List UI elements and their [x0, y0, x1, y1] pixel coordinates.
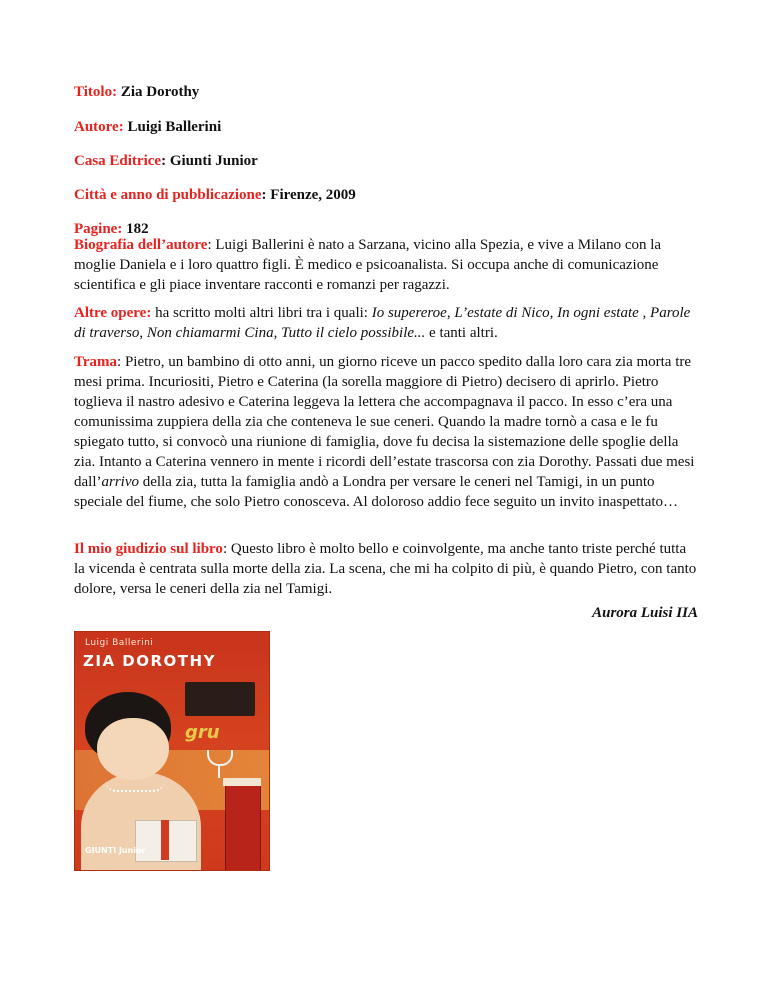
city-year-field [74, 185, 698, 205]
plot-label: Trama [74, 354, 118, 370]
separator: , [446, 305, 455, 321]
opinion-text: : Questo libro è molto bello e coinvolgente, ma anche tanto triste perché tutta la vicenda è centrata sulla morte della zia. La scena, che mi ha colpito di più, è quando Pietro, con tanto dolore, versa le ceneri della zia nel Tamigi. [74, 541, 697, 597]
author-field [74, 117, 698, 137]
city-year-label: Città e anno di pubblicazione [74, 187, 262, 203]
plot-text-2: della zia, tutta la famiglia andò a Londra per versare le ceneri nel Tamigi, in un punto speciale del fiume, che solo Pietro conosceva. Al doloroso addio fece seguito un invito inaspettato… [74, 474, 679, 510]
cover-phone-sign [223, 778, 261, 786]
plot-paragraph [74, 352, 698, 512]
separator: , [549, 305, 558, 321]
opinion-label: Il mio giudizio sul libro [74, 541, 223, 557]
pages-label: Pagine: [74, 221, 123, 237]
work-title: Io supereroe [371, 305, 447, 321]
city-year-value: : Firenze, 2009 [261, 187, 356, 203]
work-title: Non chiamarmi Cina [146, 325, 274, 341]
author-value: Luigi Ballerini [127, 119, 222, 135]
separator: , [139, 325, 147, 341]
work-title: In ogni estate [557, 305, 639, 321]
work-title: Parole di traverso [74, 305, 691, 341]
cover-necklace [105, 780, 165, 792]
other-works-intro: ha scritto molti altri libri tra i quali: [155, 305, 372, 321]
title-value: Zia Dorothy [120, 84, 200, 100]
publisher-field [74, 151, 698, 171]
other-works-label: Altre opere: [74, 305, 152, 321]
cover-phone-booth [225, 782, 261, 871]
work-title: L’estate di Nico [454, 305, 550, 321]
cover-glass-stem [218, 764, 220, 778]
biography-text: : Luigi Ballerini è nato a Sarzana, vicino alla Spezia, e vive a Milano con la moglie Daniela e i loro quattro figli. È medico e psicoanalista. Si occupa anche di comunicazione scientifica e gli piace inventare racconti e romanzi per ragazzi. [74, 237, 662, 293]
cover-title: ZIA DOROTHY [83, 652, 216, 670]
cover-publisher: GIUNTI Junior [85, 846, 146, 855]
book-cover-image [74, 631, 270, 871]
cover-gift-ribbon [161, 820, 169, 860]
plot-text-1: : Pietro, un bambino di otto anni, un giorno riceve un pacco spedito dalla loro cara zia morta tre mesi prima. Incuriositi, Pietro e Caterina (la sorella maggiore di Pietro) decisero di aprirlo. Pietro toglieva il nastro adesivo e Caterina leggeva la lettera che accompagnava il pacco. In esso c’era una comunissima zuppiera della zia che conteneva le sue ceneri. Quando la madre tornò a casa e le fu spiegato tutto, si convocò una riunione di famiglia, dove fu decisa la sistemazione delle spoglie della zia. Intanto a Caterina vennero in mente i ricordi dell’estate trascorsa con zia Dorothy. Passati due mesi dall’ [74, 354, 695, 490]
publisher-label: Casa Editrice [74, 153, 162, 169]
opinion-paragraph [74, 539, 698, 599]
cover-blurb-box [185, 682, 255, 716]
biography-label: Biografia dell’autore [74, 237, 208, 253]
cover-character-face [97, 718, 169, 780]
work-title: Tutto il cielo possibile... [281, 325, 426, 341]
cover-series-logo: gru [185, 722, 220, 743]
other-works-paragraph [74, 303, 698, 343]
cover-author: Luigi Ballerini [85, 638, 154, 648]
title-label: Titolo: [74, 84, 118, 100]
signature: Aurora Luisi IIA [592, 605, 698, 621]
separator: , [638, 305, 651, 321]
other-works-end: e tanti altri. [425, 325, 498, 341]
separator: , [273, 325, 282, 341]
plot-italic-word: arrivo [101, 474, 139, 490]
publisher-value: : Giunti Junior [161, 153, 258, 169]
pages-value: 182 [126, 221, 149, 237]
biography-paragraph [74, 235, 698, 295]
author-label: Autore: [74, 119, 124, 135]
title-field [74, 82, 698, 102]
